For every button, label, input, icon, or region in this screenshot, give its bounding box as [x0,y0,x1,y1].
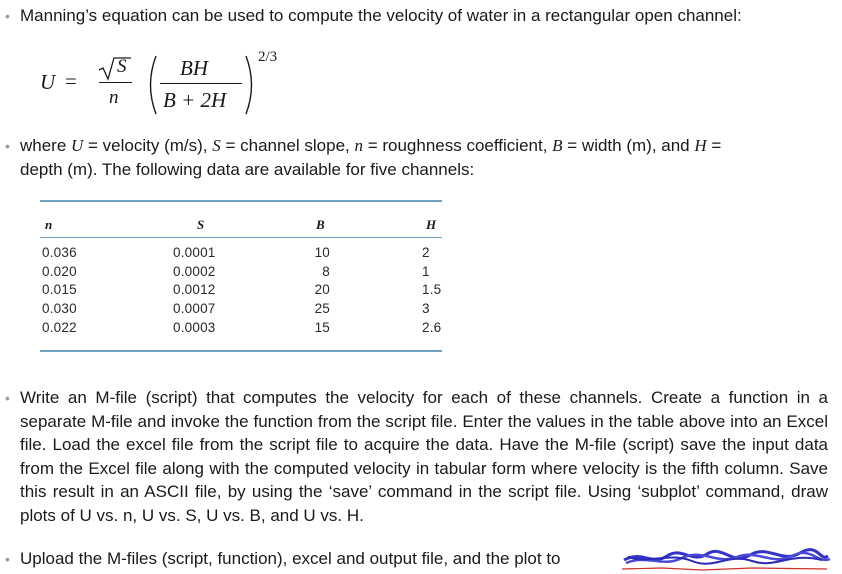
table-cell: 0.030 [42,301,77,317]
table-cell: 3 [422,301,430,317]
header-n: n [45,217,53,232]
bullet-4: • [5,551,10,567]
table-bottom-rule [40,350,442,352]
header-s: S [197,217,205,232]
table-cell: 2 [422,245,430,260]
table-cell: 0.0003 [173,319,216,335]
table-cell: 0.0007 [173,301,216,317]
right-paren-icon [244,54,258,116]
table-cell: 1 [422,263,430,279]
eq-n: n [109,87,119,108]
table-cell: 0.0012 [173,282,216,298]
upload-text: Upload the M-files (script, function), excel and output file, and the plot to [20,549,561,568]
eq-denominator: B + 2H [163,88,227,112]
eq-frac-line-2 [160,83,242,84]
column-b [298,244,330,338]
table-cell: 15 [314,319,330,335]
column-h [422,244,441,338]
eq-bh: BH [180,56,208,80]
table-cell: 0.0001 [173,245,216,260]
eq-sqrt-s: S [117,56,127,77]
table-cell: 0.0002 [173,263,216,279]
table-cell: 0.015 [42,282,77,298]
table-cell: 8 [322,263,330,279]
channel-data-table [40,200,442,352]
redaction-scribble [622,544,832,574]
table-cell: 0.020 [42,263,77,279]
table-cell: 20 [314,282,330,298]
column-n [42,244,77,338]
table-cell: 0.036 [42,245,77,260]
eq-frac-line-1 [99,82,132,83]
table-cell: 10 [314,245,330,260]
table-cell: 2.6 [422,319,442,335]
instructions-text: Write an M-file (script) that computes the velocity for each of these channels. Create a function in a separate M-file and invoke the function from the script file. Enter the values in the table above into an Excel file. Load the excel file from the script file to acquire the data. Have the M-file (script) save the input data from the Excel file along with the computed velocity in tabular form where velocity is the fifth column. Save this result in an ASCII file, by using the ‘save’ command in the script file. Using ‘subplot’ command, draw plots of U vs. n, U vs. S, U vs. B, and U vs. H. [20,388,828,525]
table-cell: 1.5 [422,282,442,298]
eq-equals: = [65,69,77,93]
definitions-text: where U = velocity (m/s), S = channel slope, n = roughness coefficient, B = width (m), and H = depth (m). The following data are available for five channels: [20,136,722,179]
table-header-rule [40,237,442,238]
eq-lhs: U [40,70,56,94]
bullet-2: • [5,138,10,154]
bullet-1: • [5,8,10,24]
intro-text: Manning’s equation can be used to compute the velocity of water in a rectangular open channel: [20,6,742,25]
table-cell: 25 [314,301,330,317]
header-b: B [316,217,325,232]
table-top-rule [40,200,442,202]
left-paren-icon [144,54,158,116]
bullet-3: • [5,390,10,406]
table-cell: 0.022 [42,319,77,335]
eq-exponent: 2/3 [258,49,278,65]
header-h: H [426,217,437,232]
column-s [173,244,216,338]
